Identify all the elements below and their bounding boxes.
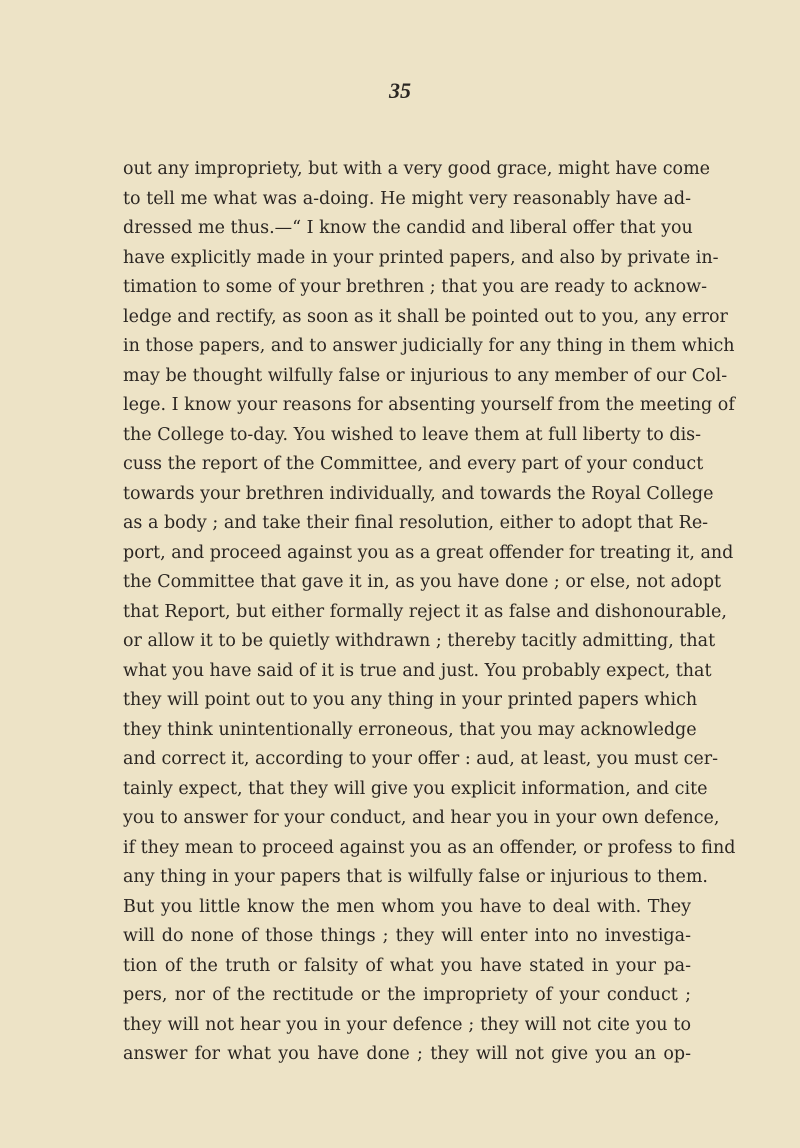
text-line: you to answer for your conduct, and hear you in your own defence, (123, 808, 720, 828)
text-line: will do none of those things ; they will enter into no investiga- (123, 926, 691, 946)
text-line: any thing in your papers that is wilfully false or injurious to them. (123, 867, 708, 887)
text-line: towards your brethren individually, and towards the Royal College (123, 483, 714, 504)
text-line: the College to-day. You wished to leave them at full liberty to dis- (123, 424, 702, 445)
text-line: that Report, but either formally reject it as false and dishonourable, (123, 601, 727, 622)
text-line: port, and proceed against you as a great offender for treating it, and (123, 542, 734, 563)
text-line: cuss the report of the Committee, and every part of your conduct (123, 454, 704, 474)
text-line: what you have said of it is true and just. You probably expect, that (123, 660, 712, 681)
text-line: or allow it to be quietly withdrawn ; thereby tacitly admitting, that (123, 631, 716, 651)
text-line: and correct it, according to your offer : aud, at least, you must cer- (123, 749, 718, 769)
body-text (123, 155, 736, 1070)
text-line: they will point out to you any thing in your printed papers which (123, 690, 698, 710)
text-line: in those papers, and to answer judicially for any thing in them which (123, 336, 735, 356)
text-line: out any impropriety, but with a very good grace, might have come (123, 159, 711, 179)
text-line: But you little know the men whom you have to deal with. They (123, 896, 691, 917)
text-line: tion of the truth or falsity of what you have stated in your pa- (123, 955, 691, 976)
text-line: the Committee that gave it in, as you have done ; or else, not adopt (123, 572, 722, 592)
text-line: they will not hear you in your defence ; they will not cite you to (123, 1014, 691, 1035)
text-line: answer for what you have done ; they will not give you an op- (123, 1044, 691, 1064)
text-line: dressed me thus.—“ I know the candid and liberal offer that you (123, 218, 693, 238)
text-line: ledge and rectify, as soon as it shall be pointed out to you, any error (123, 306, 728, 327)
text-line: pers, nor of the rectitude or the impropriety of your conduct ; (123, 985, 691, 1005)
text-line: to tell me what was a-doing. He might very reasonably have ad- (123, 188, 691, 209)
text-line: timation to some of your brethren ; that you are ready to acknow- (123, 277, 708, 297)
page-number: 35 (389, 78, 411, 103)
text-line: may be thought wilfully false or injurious to any member of our Col- (123, 365, 728, 386)
text-line: they think unintentionally erroneous, that you may acknowledge (123, 719, 697, 740)
text-line: have explicitly made in your printed papers, and also by private in- (123, 247, 719, 268)
text-line: as a body ; and take their final resolution, either to adopt that Re- (123, 513, 709, 533)
text-line: tainly expect, that they will give you explicit information, and cite (123, 778, 708, 799)
text-line: lege. I know your reasons for absenting yourself from the meeting of (123, 395, 735, 415)
text-line: if they mean to proceed against you as an offender, or profess to find (123, 837, 736, 858)
